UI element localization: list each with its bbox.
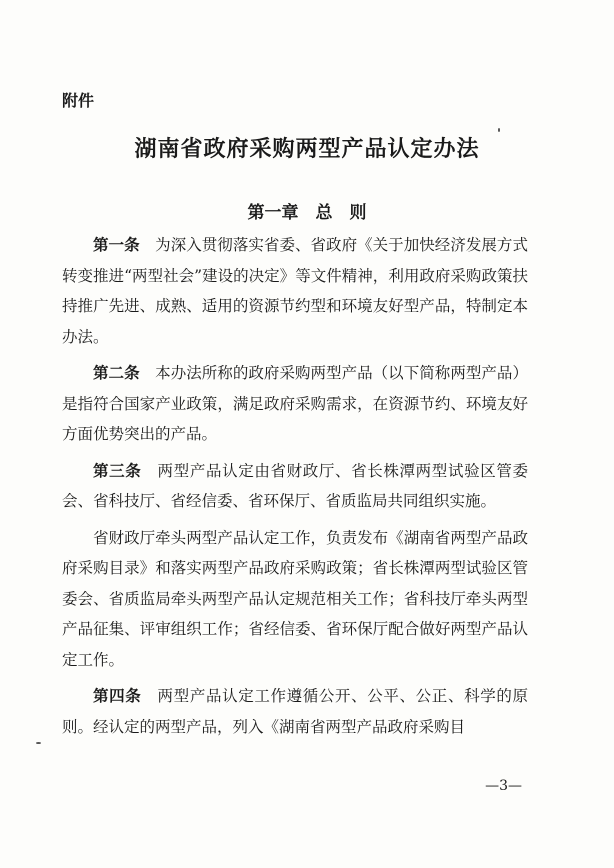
document-title: 湖南省政府采购两型产品认定办法 [134, 136, 480, 162]
article-4 [62, 681, 528, 742]
article-label: 第一条 [93, 236, 140, 254]
article-3 [62, 456, 528, 517]
document-body [62, 230, 528, 748]
scan-speck [36, 742, 41, 744]
page-number: —3— [485, 778, 522, 794]
article-label: 第三条 [93, 461, 142, 480]
chapter-heading: 第一章 总 则 [247, 203, 367, 223]
article-text: 为深入贯彻落实省委、省政府《关于加快经济发展方式转变推进“两型社会”建设的决定》等文件精神，利用政府采购政策扶持推广先进、成熟、适用的资源节约型和环境友好型产品，特制定本办法。 [62, 236, 528, 346]
article-2 [62, 358, 528, 450]
article-label: 第二条 [93, 364, 140, 382]
article-text: 省财政厅牵头两型产品认定工作，负责发布《湖南省两型产品政府采购目录》和落实两型产品政府采购政策；省长株潭两型试验区管委会、省质监局牵头两型产品认定规范相关工作；省科技厅牵头两型产品征集、评审组织工作；省经信委、省环保厅配合做好两型产品认定工作。 [62, 528, 528, 669]
article-1 [62, 230, 528, 352]
article-3-continued [62, 523, 528, 676]
article-text: 两型产品认定工作遵循公开、公平、公正、科学的原则。经认定的两型产品，列入《湖南省两型产品政府采购目 [62, 687, 528, 736]
scan-speck [498, 128, 500, 132]
article-text: 本办法所称的政府采购两型产品（以下简称两型产品）是指符合国家产业政策，满足政府采购需求，在资源节约、环境友好方面优势突出的产品。 [62, 364, 528, 443]
attachment-label: 附件 [62, 91, 95, 110]
article-label: 第四条 [93, 687, 142, 705]
article-text: 两型产品认定由省财政厅、省长株潭两型试验区管委会、省科技厅、省经信委、省环保厅、省质监局共同组织实施。 [62, 461, 528, 510]
